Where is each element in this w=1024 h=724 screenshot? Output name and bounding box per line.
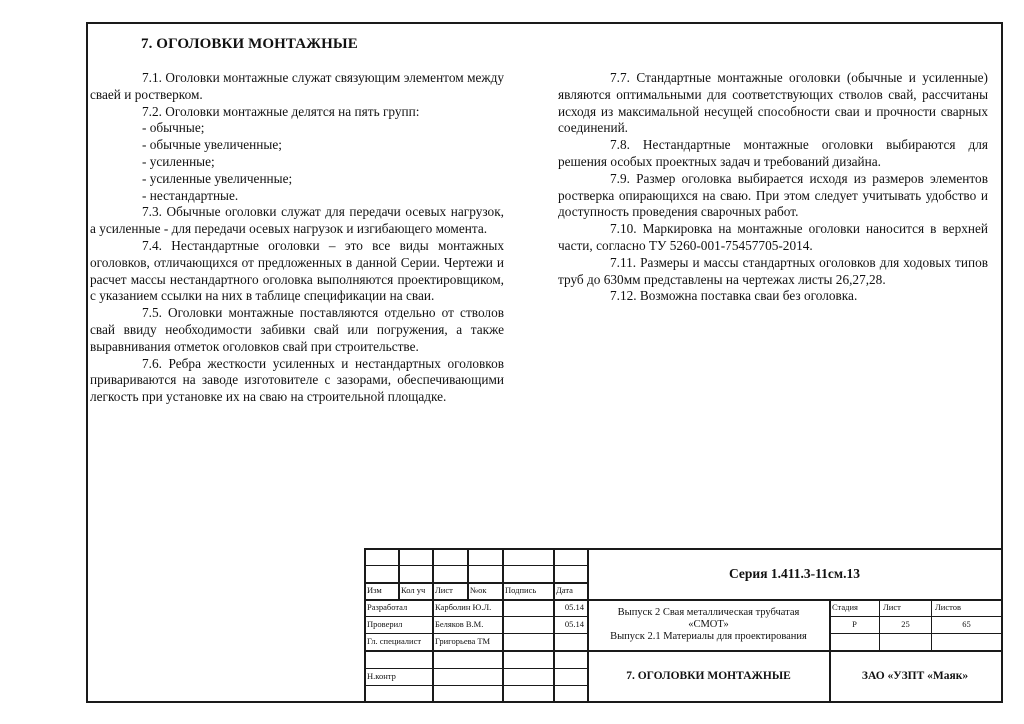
header-signature: Подпись [505,586,537,595]
role-norm-control: Н.контр [367,672,396,681]
date-checked: 05.14 [564,620,584,629]
paragraph-7-7: 7.7. Стандартные монтажные оголовки (обычные и усиленные) являются оптимальными для соответствующих стволов свай, рассчитаны исходя из максимальной несущей способности сваи и прочности сварных соединений. [558,70,988,136]
issue-line-1: Выпуск 2 Свая металлическая трубчатая [617,606,800,618]
series-code: Серия 1.411.3-11см.13 [729,565,860,581]
stage-value: Р [852,620,857,629]
issue-line-2: «СМОТ» [688,618,729,630]
sheets-label: Листов [935,603,961,612]
paragraph-7-8: 7.8. Нестандартные монтажные оголовки выбираются для решения особых проектных задач и требований дизайна. [558,137,988,169]
list-item: - усиленные увеличенные; [142,170,293,186]
list-item: - обычные; [142,120,205,136]
header-izm: Изм [367,586,382,595]
sheet-label: Лист [883,603,901,612]
header-list: Лист [435,586,453,595]
title-block [364,548,1001,701]
sheet-title: 7. ОГОЛОВКИ МОНТАЖНЫЕ [626,669,791,682]
paragraph-7-4: 7.4. Нестандартные оголовки – это все виды монтажных оголовков, отличающихся от предложенных в данной Серии. Чертежи и расчет массы нестандартного оголовка выполняются проектировщиком, с указанием ссылки на них в таблице спецификации на сваи. [90,237,504,304]
left-text-column [90,70,504,406]
paragraph-7-5: 7.5. Оголовки монтажные поставляются отдельно от стволов свай ввиду необходимости забивки свай или погружения, а также выравнивания отметок оголовков свай при строительстве. [90,305,504,354]
paragraph-7-12: 7.12. Возможна поставка сваи без оголовка. [610,288,858,304]
paragraph-7-2: 7.2. Оголовки монтажные делятся на пять групп: [142,103,420,119]
paragraph-7-10: 7.10. Маркировка на монтажные оголовки наносится в верхней части, согласно ТУ 5260-001-75457705-2014. [558,221,988,253]
company-name: ЗАО «УЗПТ «Маяк» [861,669,969,682]
right-text-column [558,70,988,305]
sheet-value: 25 [901,620,910,629]
role-checked: Проверил [367,620,403,629]
list-item: - нестандартные. [142,187,239,203]
list-item: - обычные увеличенные; [142,137,282,153]
role-chief-specialist: Гл. специалист [367,637,422,646]
paragraph-7-11: 7.11. Размеры и массы стандартных оголовков для ходовых типов труб до 630мм представлены на чертежах листы 26,27,28. [558,254,988,287]
stage-label: Стадия [832,603,858,612]
paragraph-7-9: 7.9. Размер оголовка выбирается исходя из размеров элементов ростверка опирающихся на сваю. При этом следует учитывать удобство и доступность проведения сварочных работ. [558,170,988,220]
name-chief-specialist: Григорьева ТМ [435,637,491,646]
issue-description [588,599,829,650]
role-developed: Разработал [367,603,408,612]
name-checked: Беляков В.М. [435,620,484,629]
header-date: Дата [556,586,573,595]
date-developed: 05.14 [564,603,584,612]
paragraph-7-1: 7.1. Оголовки монтажные служат связующим элементом между сваей и ростверком. [90,70,504,102]
section-title: 7. ОГОЛОВКИ МОНТАЖНЫЕ [141,36,358,52]
header-doc: №ок [470,586,487,595]
issue-line-3: Выпуск 2.1 Материалы для проектирования [610,630,807,642]
header-kol-uch: Кол уч [401,586,426,595]
sheets-value: 65 [962,620,971,629]
name-developed: Карболин Ю.Л. [435,603,492,612]
paragraph-7-6: 7.6. Ребра жесткости усиленных и нестандартных оголовков привариваются на заводе изготовителе с зазорами, обеспечивающими легкость при установке их на сваю на строительной площадке. [90,355,504,405]
paragraph-7-3: 7.3. Обычные оголовки служат для передачи осевых нагрузок, а усиленные - для передачи осевых нагрузок и изгибающего момента. [90,204,504,237]
list-item: - усиленные; [142,153,215,169]
